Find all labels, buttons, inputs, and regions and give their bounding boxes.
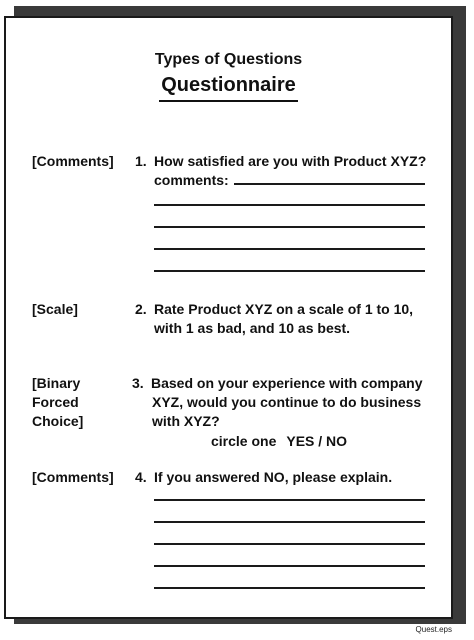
question-number: 4. bbox=[135, 469, 147, 485]
answer-line[interactable] bbox=[154, 204, 425, 206]
file-name-caption: Quest.eps bbox=[415, 625, 452, 634]
answer-line[interactable] bbox=[154, 587, 425, 589]
page-title: Types of Questions bbox=[154, 51, 303, 68]
answer-line[interactable] bbox=[154, 499, 425, 501]
comments-prompt: comments: bbox=[154, 172, 229, 188]
subtitle-text: Questionnaire bbox=[159, 74, 297, 102]
questionnaire-sheet bbox=[4, 16, 453, 619]
question-number: 3. bbox=[132, 375, 144, 391]
page-subtitle bbox=[6, 74, 451, 102]
question-text-cont: XYZ, would you continue to do business bbox=[152, 394, 422, 410]
answer-line[interactable] bbox=[154, 248, 425, 250]
question-4 bbox=[135, 468, 392, 486]
question-text: If you answered NO, please explain. bbox=[154, 469, 393, 485]
question-type-label: [Binary bbox=[32, 375, 81, 391]
question-2 bbox=[135, 300, 413, 318]
question-type-label: Choice] bbox=[32, 413, 84, 429]
question-type-label: [Comments] bbox=[32, 153, 114, 169]
answer-line[interactable] bbox=[154, 521, 425, 523]
question-3 bbox=[132, 374, 423, 392]
question-type-label: Forced bbox=[32, 394, 79, 410]
question-text-cont: with XYZ? bbox=[152, 413, 220, 429]
yes-no-choices[interactable]: YES / NO bbox=[286, 433, 348, 449]
answer-line[interactable] bbox=[234, 183, 425, 185]
question-number: 2. bbox=[135, 301, 147, 317]
circle-instruction: circle one bbox=[211, 433, 277, 449]
question-text: Based on your experience with company bbox=[151, 375, 423, 391]
answer-line[interactable] bbox=[154, 270, 425, 272]
question-text: How satisfied are you with Product XYZ? bbox=[154, 153, 427, 169]
circle-one-prompt bbox=[211, 432, 347, 450]
question-text-cont: with 1 as bad, and 10 as best. bbox=[154, 320, 351, 336]
answer-line[interactable] bbox=[154, 226, 425, 228]
question-type-label: [Scale] bbox=[32, 301, 78, 317]
question-number: 1. bbox=[135, 153, 147, 169]
question-text: Rate Product XYZ on a scale of 1 to 10, bbox=[154, 301, 414, 317]
question-type-label: [Comments] bbox=[32, 469, 114, 485]
question-1 bbox=[135, 152, 426, 170]
answer-line[interactable] bbox=[154, 565, 425, 567]
answer-line[interactable] bbox=[154, 543, 425, 545]
